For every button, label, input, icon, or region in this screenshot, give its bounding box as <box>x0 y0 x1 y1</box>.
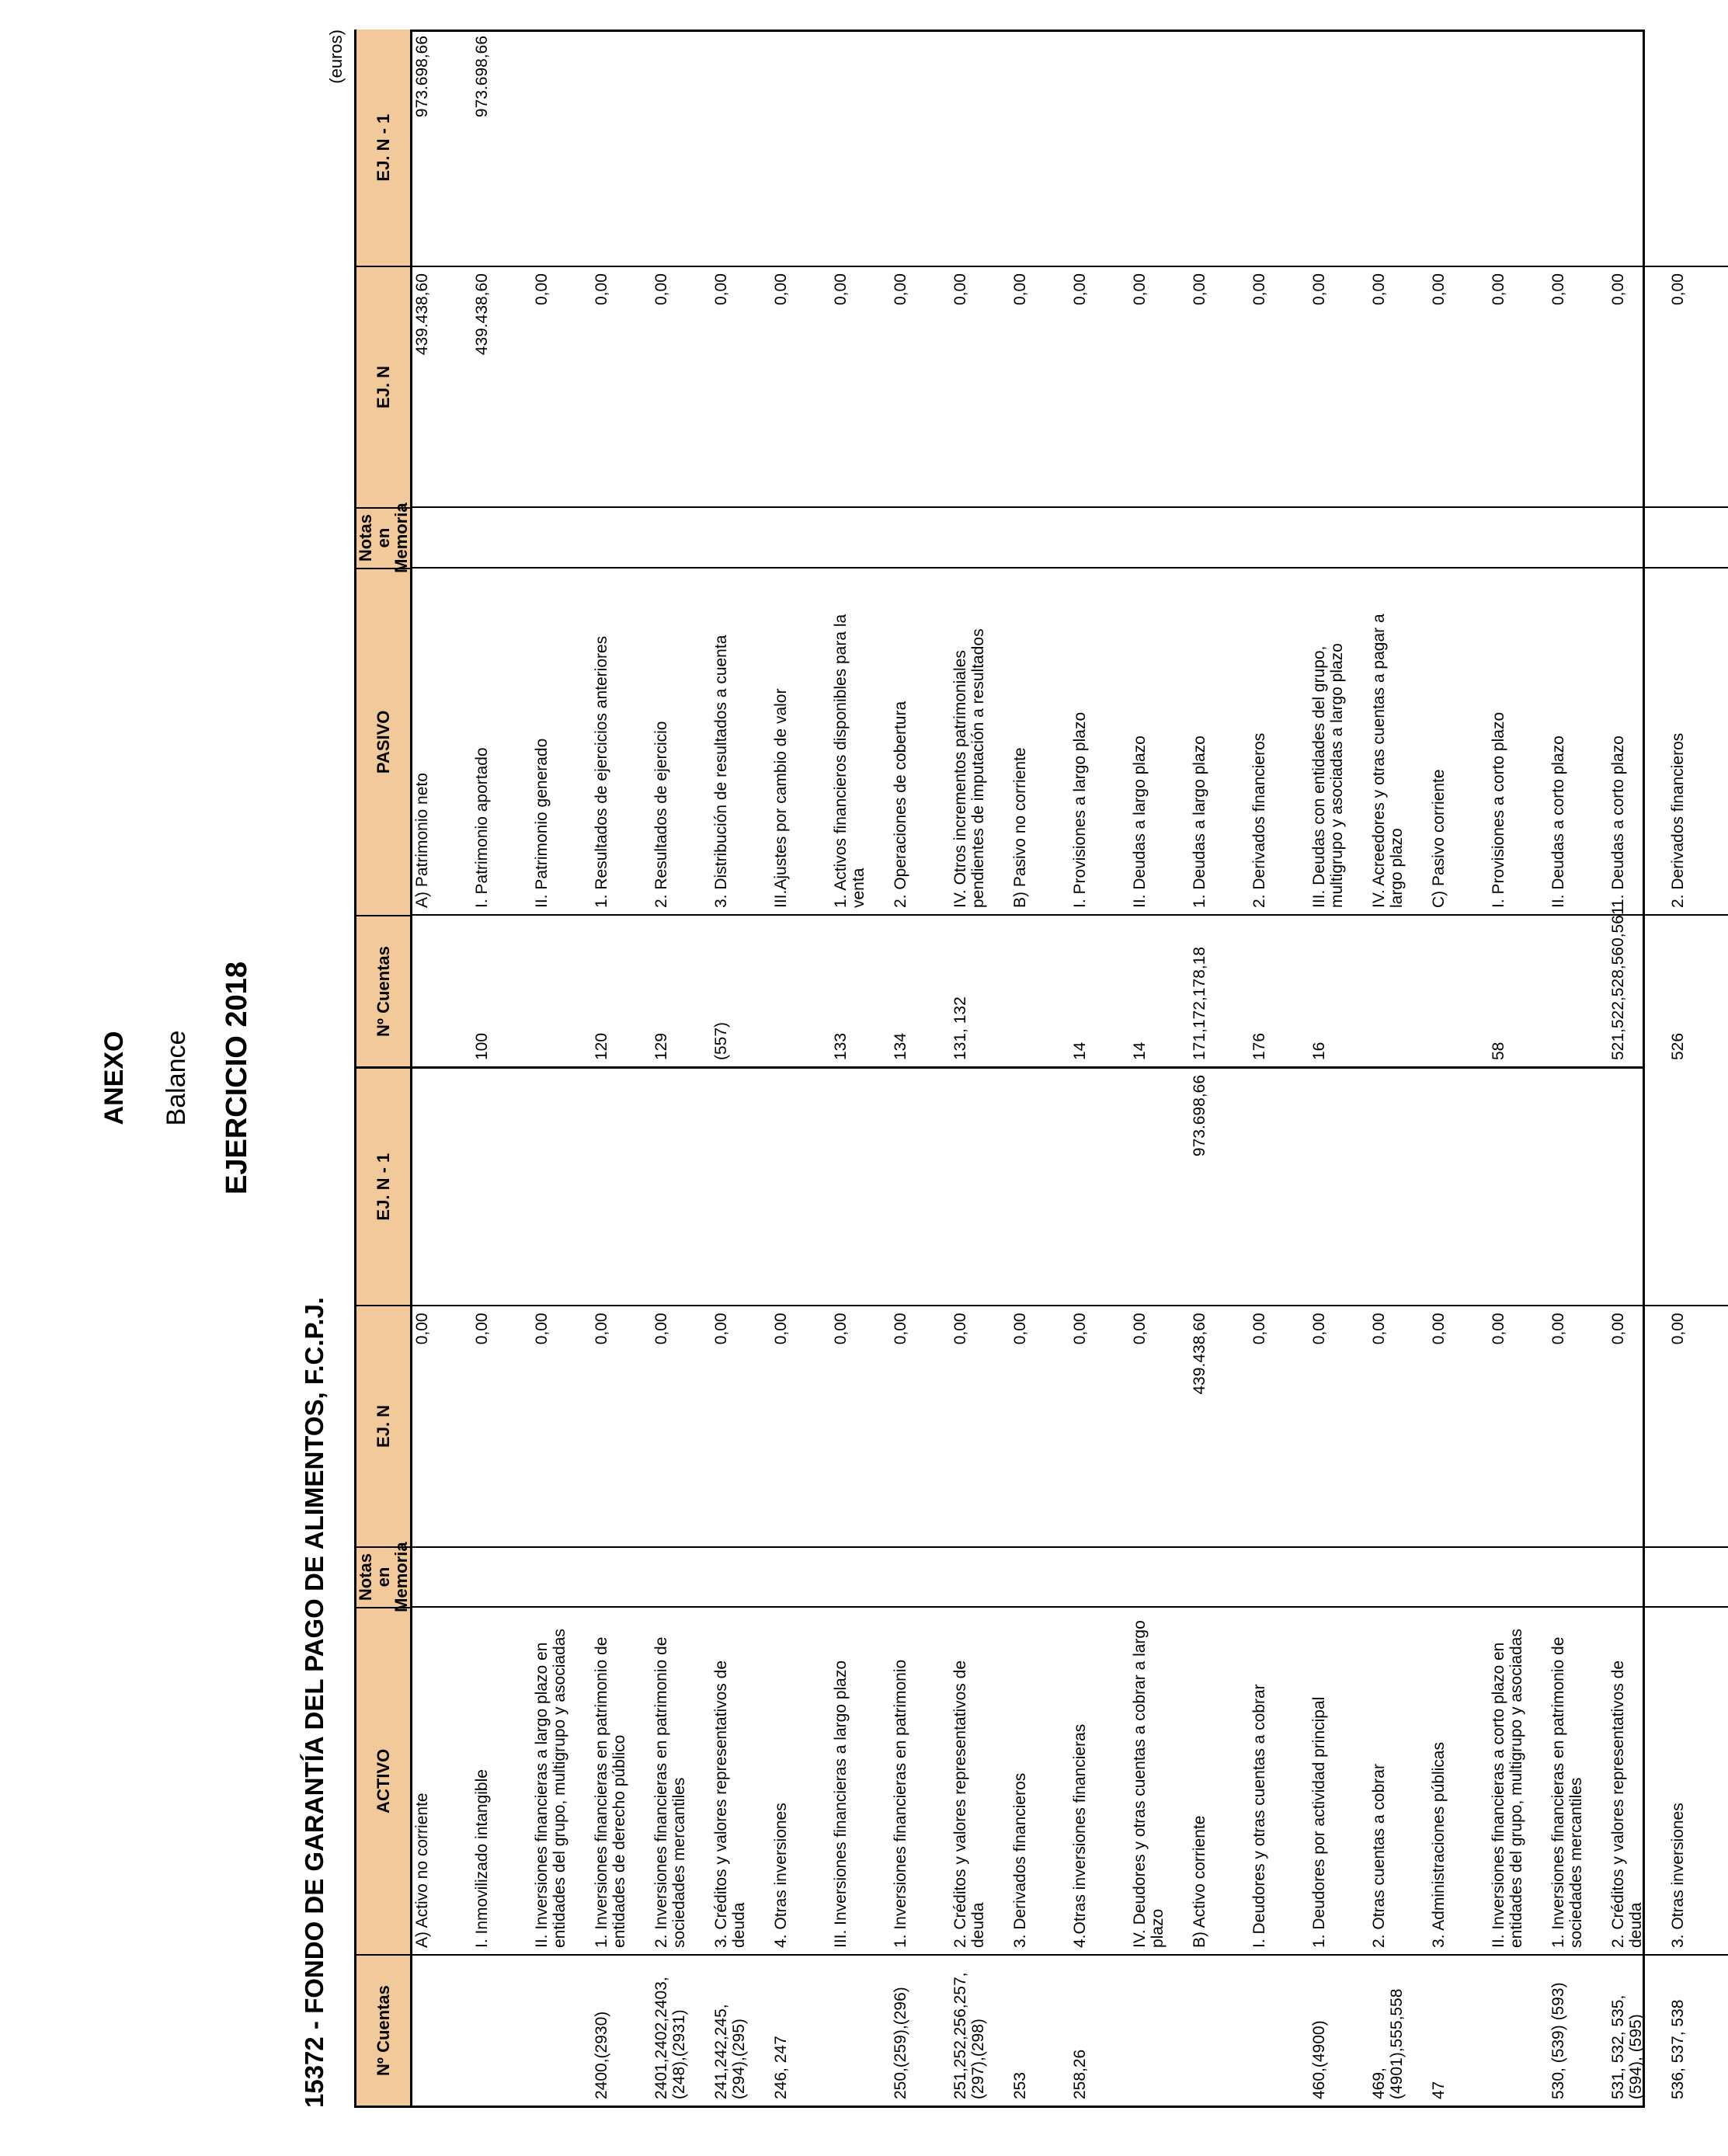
pasivo-header-row <box>356 30 412 1066</box>
activo-row-4-label: 2. Inversiones financieras en patrimonio de sociedades mercantiles <box>652 1636 688 1949</box>
activo-row-19-n: 0,00 <box>1549 1313 1568 1345</box>
activo-row-10-cuentas: 253 <box>1011 2071 1030 2099</box>
activo-row-0-notas <box>412 1548 472 1607</box>
fund-title: 15372 - FONDO DE GARANTÍA DEL PAGO DE ALIMENTOS, F.C.P.J. <box>300 1297 329 2108</box>
pasivo-row-10-notas <box>1010 508 1070 567</box>
activo-row-15-n: 0,00 <box>1310 1313 1329 1345</box>
activo-row-2-n1 <box>532 1069 592 1305</box>
pasivo-row-14-notas <box>1250 508 1309 567</box>
activo-ej-n1-header: EJ. N - 1 <box>356 1069 410 1306</box>
pasivo-row-9-notas <box>951 508 1010 567</box>
pasivo-row-21-label: 2. Derivados financieros <box>1669 732 1688 908</box>
pasivo-row-9-label: IV. Otros incrementos patrimoniales pendientes de imputación a resultados <box>951 628 987 908</box>
activo-row-10-label: 3. Derivados financieros <box>1011 1772 1030 1949</box>
activo-row-5-cuentas: 241,242,245,(294),(295) <box>712 2004 748 2099</box>
activo-row-20-n1 <box>1608 1069 1668 1305</box>
pasivo-row-18-cuentas: 58 <box>1490 1041 1508 1060</box>
pasivo-row-6-notas <box>771 508 831 567</box>
pasivo-row-9-n1 <box>951 30 1010 266</box>
pasivo-section <box>356 30 1688 1069</box>
activo-row-20-notas <box>1608 1548 1668 1607</box>
pasivo-row-12-label: II. Deudas a largo plazo <box>1131 735 1149 908</box>
activo-row-17-notas <box>1429 1548 1489 1607</box>
pasivo-row-20-notas <box>1608 508 1668 567</box>
pasivo-row-8-cuentas: 134 <box>892 1032 910 1060</box>
pasivo-row-12-notas <box>1130 508 1190 567</box>
activo-row-8-notas <box>891 1548 951 1607</box>
activo-row-14-label: I. Deudores y otras cuentas a cobrar <box>1250 1684 1269 1949</box>
pasivo-row-19-n: 0,00 <box>1549 273 1568 305</box>
pasivo-row-4-notas <box>652 508 711 567</box>
pasivo-row-15-label: III. Deudas con entidades del grupo, multigrupo y asociadas a largo plazo <box>1310 643 1346 908</box>
activo-row-8-label: 1. Inversiones financieras en patrimonio <box>892 1659 910 1949</box>
pasivo-row-16-n1 <box>1369 30 1429 266</box>
activo-row-2-notas <box>532 1548 592 1607</box>
activo-row-17-cuentas: 47 <box>1430 2081 1448 2099</box>
activo-row-4-notas <box>652 1548 711 1607</box>
activo-row-6-cuentas: 246, 247 <box>772 2036 791 2099</box>
pasivo-row-17-n: 0,00 <box>1430 273 1448 305</box>
activo-row-11-label: 4.Otras inversiones financieras <box>1071 1723 1090 1949</box>
activo-row-21-label: 3. Otras inversiones <box>1669 1803 1688 1949</box>
activo-row-3-n1 <box>592 1069 652 1305</box>
pasivo-row-10-n1 <box>1010 30 1070 266</box>
activo-row-0-label: A) Activo no corriente <box>413 1793 432 1949</box>
pasivo-row-1-cuentas: 100 <box>473 1032 492 1060</box>
activo-table-body <box>412 1069 1728 2106</box>
pasivo-row-15-n1 <box>1309 30 1369 266</box>
pasivo-ej-n-col <box>412 267 1728 508</box>
activo-row-1-n: 0,00 <box>473 1313 492 1345</box>
pasivo-row-7-n1 <box>831 30 891 266</box>
pasivo-row-7-notas <box>831 508 891 567</box>
pasivo-table-body <box>412 30 1728 1066</box>
pasivo-row-14-n: 0,00 <box>1250 273 1269 305</box>
pasivo-row-10-label: B) Pasivo no corriente <box>1011 747 1030 908</box>
pasivo-row-19-cuentas <box>1549 916 1608 1066</box>
activo-row-15-label: 1. Deudores por actividad principal <box>1310 1696 1329 1949</box>
activo-ej-n-header: EJ. N <box>356 1306 410 1547</box>
activo-row-12-n: 0,00 <box>1131 1313 1149 1345</box>
pasivo-row-16-label: IV. Acreedores y otras cuentas a pagar a largo plazo <box>1370 614 1406 908</box>
activo-row-1-notas <box>472 1548 532 1607</box>
pasivo-row-3-cuentas: 120 <box>593 1032 611 1060</box>
pasivo-row-17-cuentas <box>1429 916 1489 1066</box>
activo-row-15-cuentas: 460,(4900) <box>1310 2020 1329 2099</box>
activo-header-row <box>356 1069 412 2106</box>
activo-row-2-n: 0,00 <box>533 1313 551 1345</box>
pasivo-row-3-n: 0,00 <box>593 273 611 305</box>
activo-row-13-cuentas <box>1190 1956 1250 2106</box>
pasivo-row-8-label: 2. Operaciones de cobertura <box>892 701 910 908</box>
pasivo-row-9-cuentas: 131, 132 <box>951 996 970 1060</box>
pasivo-row-21-notas <box>1668 508 1728 567</box>
activo-row-9-label: 2. Créditos y valores representativos de deuda <box>951 1660 987 1949</box>
pasivo-cuentas-header: Nº Cuentas <box>374 946 394 1037</box>
activo-row-11-cuentas: 258,26 <box>1071 2049 1090 2099</box>
pasivo-row-20-n: 0,00 <box>1609 273 1628 305</box>
pasivo-row-7-cuentas: 133 <box>832 1032 850 1060</box>
pasivo-row-2-n1 <box>532 30 592 266</box>
activo-row-17-n1 <box>1429 1069 1489 1305</box>
pasivo-row-2-n: 0,00 <box>533 273 551 305</box>
pasivo-row-21-n1 <box>1668 30 1728 266</box>
pasivo-row-3-label: 1. Resultados de ejercicios anteriores <box>593 635 611 908</box>
activo-row-12-cuentas <box>1130 1956 1190 2106</box>
activo-row-10-n1 <box>1010 1069 1070 1305</box>
activo-row-13-notas <box>1190 1548 1250 1607</box>
activo-concept-col <box>412 1608 1728 1956</box>
activo-cuentas-header: Nº Cuentas <box>374 1985 394 2076</box>
pasivo-row-3-n1 <box>592 30 652 266</box>
activo-row-16-cuentas: 469,(4901),555,558 <box>1370 1988 1406 2099</box>
activo-row-7-label: III. Inversiones financieras a largo plazo <box>832 1660 850 1949</box>
pasivo-row-18-n1 <box>1489 30 1549 266</box>
activo-row-6-notas <box>771 1548 831 1607</box>
pasivo-row-4-n: 0,00 <box>652 273 671 305</box>
activo-row-0-n1 <box>412 1069 472 1305</box>
activo-row-21-n1 <box>1668 1069 1728 1305</box>
activo-row-11-notas <box>1070 1548 1130 1607</box>
activo-row-3-cuentas: 2400,(2930) <box>593 2011 611 2099</box>
pasivo-row-13-cuentas: 171,172,178,18 <box>1191 947 1209 1060</box>
pasivo-notas-header: Notas en Memoria <box>356 502 412 573</box>
pasivo-row-7-n: 0,00 <box>832 273 850 305</box>
activo-row-18-n: 0,00 <box>1490 1313 1508 1345</box>
activo-row-7-n1 <box>831 1069 891 1305</box>
pasivo-row-13-label: 1. Deudas a largo plazo <box>1191 735 1209 908</box>
activo-row-2-label: II. Inversiones financieras a largo plazo en entidades del grupo, multigrupo y asociadas <box>533 1629 568 1949</box>
activo-row-18-cuentas <box>1489 1956 1549 2106</box>
activo-row-13-n: 439.438,60 <box>1191 1313 1209 1395</box>
pasivo-row-14-label: 2. Derivados financieros <box>1250 732 1269 908</box>
activo-row-5-n1 <box>711 1069 771 1305</box>
activo-row-4-n: 0,00 <box>652 1313 671 1345</box>
activo-row-14-cuentas <box>1250 1956 1309 2106</box>
pasivo-row-5-n1 <box>711 30 771 266</box>
activo-row-6-label: 4. Otras inversiones <box>772 1803 791 1949</box>
activo-row-1-n1 <box>472 1069 532 1305</box>
activo-row-3-notas <box>592 1548 652 1607</box>
pasivo-row-8-n1 <box>891 30 951 266</box>
activo-row-4-cuentas: 2401,2402,2403,(248),(2931) <box>652 1977 688 2099</box>
pasivo-row-13-n1 <box>1190 30 1250 266</box>
title-balance: Balance <box>162 1030 191 1126</box>
activo-row-16-n1 <box>1369 1069 1429 1305</box>
pasivo-row-11-n: 0,00 <box>1071 273 1090 305</box>
activo-row-10-n: 0,00 <box>1011 1313 1030 1345</box>
activo-row-14-n: 0,00 <box>1250 1313 1269 1345</box>
activo-ej-n1-col <box>412 1069 1728 1306</box>
pasivo-row-11-n1 <box>1070 30 1130 266</box>
activo-row-16-notas <box>1369 1548 1429 1607</box>
pasivo-row-20-n1 <box>1608 30 1668 266</box>
pasivo-row-16-notas <box>1369 508 1429 567</box>
activo-concept-header: ACTIVO <box>356 1608 410 1956</box>
activo-row-17-label: 3. Administraciones públicas <box>1430 1742 1448 1949</box>
activo-row-16-n: 0,00 <box>1370 1313 1389 1345</box>
pasivo-concept-header: PASIVO <box>356 569 410 917</box>
pasivo-row-7-label: 1. Activos financieros disponibles para la venta <box>832 614 867 908</box>
pasivo-row-20-cuentas: 521,522,528,560,561 <box>1609 906 1628 1060</box>
pasivo-row-11-label: I. Provisiones a largo plazo <box>1071 711 1090 908</box>
pasivo-row-17-label: C) Pasivo corriente <box>1430 769 1448 908</box>
pasivo-row-19-n1 <box>1549 30 1608 266</box>
activo-row-10-notas <box>1010 1548 1070 1607</box>
pasivo-row-2-notas <box>532 508 592 567</box>
activo-row-5-notas <box>711 1548 771 1607</box>
activo-section <box>356 1069 1688 2106</box>
activo-row-0-cuentas <box>412 1956 472 2106</box>
activo-row-8-n: 0,00 <box>892 1313 910 1345</box>
activo-row-2-cuentas <box>532 1956 592 2106</box>
activo-row-1-cuentas <box>472 1956 532 2106</box>
pasivo-row-17-notas <box>1429 508 1489 567</box>
pasivo-row-13-notas <box>1190 508 1250 567</box>
pasivo-row-8-notas <box>891 508 951 567</box>
activo-row-19-n1 <box>1549 1069 1608 1305</box>
activo-row-7-n: 0,00 <box>832 1313 850 1345</box>
activo-row-21-notas <box>1668 1548 1728 1607</box>
activo-row-16-label: 2. Otras cuentas a cobrar <box>1370 1764 1389 1949</box>
pasivo-cuentas-col <box>412 906 1728 1066</box>
pasivo-row-9-n: 0,00 <box>951 273 970 305</box>
activo-row-8-cuentas: 250,(259),(296) <box>892 1987 910 2099</box>
activo-row-18-notas <box>1489 1548 1549 1607</box>
activo-row-7-cuentas <box>831 1956 891 2106</box>
pasivo-row-6-n1 <box>771 30 831 266</box>
pasivo-row-5-notas <box>711 508 771 567</box>
pasivo-row-4-label: 2. Resultados de ejercicio <box>652 721 671 908</box>
activo-cuentas-col <box>412 1956 1728 2106</box>
pasivo-concept-col <box>412 569 1728 916</box>
activo-row-5-label: 3. Créditos y valores representativos de deuda <box>712 1660 748 1949</box>
activo-row-9-notas <box>951 1548 1010 1607</box>
activo-row-13-label: B) Activo corriente <box>1191 1815 1209 1949</box>
activo-row-6-n: 0,00 <box>772 1313 791 1345</box>
pasivo-row-21-cuentas: 526 <box>1669 1032 1688 1060</box>
pasivo-row-15-n: 0,00 <box>1310 273 1329 305</box>
pasivo-row-17-n1 <box>1429 30 1489 266</box>
pasivo-row-2-label: II. Patrimonio generado <box>533 738 551 908</box>
activo-row-20-n: 0,00 <box>1609 1313 1628 1345</box>
activo-row-17-n: 0,00 <box>1430 1313 1448 1345</box>
pasivo-row-12-n1 <box>1130 30 1190 266</box>
pasivo-row-18-n: 0,00 <box>1490 273 1508 305</box>
pasivo-row-12-cuentas: 14 <box>1131 1041 1149 1060</box>
pasivo-row-8-n: 0,00 <box>892 273 910 305</box>
pasivo-row-4-n1 <box>652 30 711 266</box>
pasivo-row-1-n: 439.438,60 <box>473 273 492 356</box>
activo-row-20-label: 2. Créditos y valores representativos de deuda <box>1609 1660 1645 1949</box>
activo-row-9-n1 <box>951 1069 1010 1305</box>
pasivo-row-11-cuentas: 14 <box>1071 1041 1090 1060</box>
activo-row-11-n: 0,00 <box>1071 1313 1090 1345</box>
pasivo-row-5-cuentas: (557) <box>712 1021 731 1060</box>
pasivo-row-0-n: 439.438,60 <box>413 273 432 356</box>
activo-row-0-n: 0,00 <box>413 1313 432 1345</box>
pasivo-row-0-label: A) Patrimonio neto <box>413 773 432 908</box>
pasivo-row-18-label: I. Provisiones a corto plazo <box>1490 711 1508 908</box>
pasivo-row-2-cuentas <box>532 916 592 1066</box>
activo-row-14-notas <box>1250 1548 1309 1607</box>
pasivo-row-6-n: 0,00 <box>772 273 791 305</box>
activo-row-20-cuentas: 531, 532, 535, (594), (595) <box>1609 1994 1645 2099</box>
currency-note: (euros) <box>326 30 346 84</box>
activo-row-3-n: 0,00 <box>593 1313 611 1345</box>
activo-notas-header: Notas en Memoria <box>356 1542 412 1612</box>
pasivo-row-19-notas <box>1549 508 1608 567</box>
activo-row-15-notas <box>1309 1548 1369 1607</box>
activo-row-12-n1 <box>1130 1069 1190 1305</box>
pasivo-row-1-label: I. Patrimonio aportado <box>473 747 492 908</box>
pasivo-row-0-n1: 973.698,66 <box>413 36 432 118</box>
pasivo-row-0-notas <box>412 508 472 567</box>
pasivo-row-15-cuentas: 16 <box>1310 1041 1329 1060</box>
pasivo-row-5-label: 3. Distribución de resultados a cuenta <box>712 635 731 908</box>
activo-row-19-notas <box>1549 1548 1608 1607</box>
activo-row-13-n1: 973.698,66 <box>1191 1075 1209 1157</box>
activo-row-6-n1 <box>771 1069 831 1305</box>
activo-row-18-label: II. Inversiones financieras a corto plazo en entidades del grupo, multigrupo y asociadas <box>1490 1629 1525 1949</box>
pasivo-ej-n1-col <box>412 30 1728 267</box>
activo-row-5-n: 0,00 <box>712 1313 731 1345</box>
pasivo-row-10-cuentas <box>1010 916 1070 1066</box>
pasivo-row-11-notas <box>1070 508 1130 567</box>
title-ejercicio: EJERCICIO 2018 <box>221 962 253 1194</box>
pasivo-row-12-n: 0,00 <box>1131 273 1149 305</box>
pasivo-row-3-notas <box>592 508 652 567</box>
pasivo-ej-n1-header: EJ. N - 1 <box>356 30 410 267</box>
pasivo-row-13-n: 0,00 <box>1191 273 1209 305</box>
pasivo-row-1-notas <box>472 508 532 567</box>
activo-row-8-n1 <box>891 1069 951 1305</box>
activo-row-15-n1 <box>1309 1069 1369 1305</box>
activo-ej-n-col <box>412 1306 1728 1547</box>
pasivo-row-20-label: 1. Deudas a corto plazo <box>1609 735 1628 908</box>
pasivo-row-5-n: 0,00 <box>712 273 731 305</box>
pasivo-row-14-n1 <box>1250 30 1309 266</box>
activo-row-21-cuentas: 536, 537, 538 <box>1669 1999 1688 2099</box>
activo-row-1-label: I. Inmovilizado intangible <box>473 1769 492 1949</box>
pasivo-row-14-cuentas: 176 <box>1250 1032 1269 1060</box>
pasivo-ej-n-header: EJ. N <box>356 267 410 508</box>
pasivo-row-10-n: 0,00 <box>1011 273 1030 305</box>
activo-notas-col <box>412 1548 1728 1608</box>
activo-row-12-notas <box>1130 1548 1190 1607</box>
pasivo-notas-col <box>412 508 1728 569</box>
balance-table <box>354 30 1688 2108</box>
pasivo-row-19-label: II. Deudas a corto plazo <box>1549 735 1568 908</box>
pasivo-row-15-notas <box>1309 508 1369 567</box>
activo-row-14-n1 <box>1250 1069 1309 1305</box>
pasivo-row-18-notas <box>1489 508 1549 567</box>
activo-row-11-n1 <box>1070 1069 1130 1305</box>
title-anexo: ANEXO <box>99 1031 129 1125</box>
pasivo-row-16-cuentas <box>1369 916 1429 1066</box>
activo-row-9-n: 0,00 <box>951 1313 970 1345</box>
activo-row-9-cuentas: 251,252,256,257,(297),(298) <box>951 1972 987 2099</box>
pasivo-row-0-cuentas <box>412 916 472 1066</box>
pasivo-row-16-n: 0,00 <box>1370 273 1389 305</box>
activo-row-18-n1 <box>1489 1069 1549 1305</box>
activo-row-21-n: 0,00 <box>1669 1313 1688 1345</box>
pasivo-row-6-cuentas <box>771 916 831 1066</box>
pasivo-row-6-label: III.Ajustes por cambio de valor <box>772 688 791 908</box>
activo-row-19-cuentas: 530, (539) (593) <box>1549 1982 1568 2099</box>
pasivo-row-4-cuentas: 129 <box>652 1032 671 1060</box>
activo-row-3-label: 1. Inversiones financieras en patrimonio de entidades de derecho público <box>593 1636 628 1949</box>
activo-row-12-label: IV. Deudores y otras cuentas a cobrar a largo plazo <box>1131 1620 1166 1949</box>
activo-row-19-label: 1. Inversiones financieras en patrimonio de sociedades mercantiles <box>1549 1636 1585 1949</box>
pasivo-row-1-n1: 973.698,66 <box>473 36 492 118</box>
pasivo-row-21-n: 0,00 <box>1669 273 1688 305</box>
activo-row-4-n1 <box>652 1069 711 1305</box>
activo-row-7-notas <box>831 1548 891 1607</box>
